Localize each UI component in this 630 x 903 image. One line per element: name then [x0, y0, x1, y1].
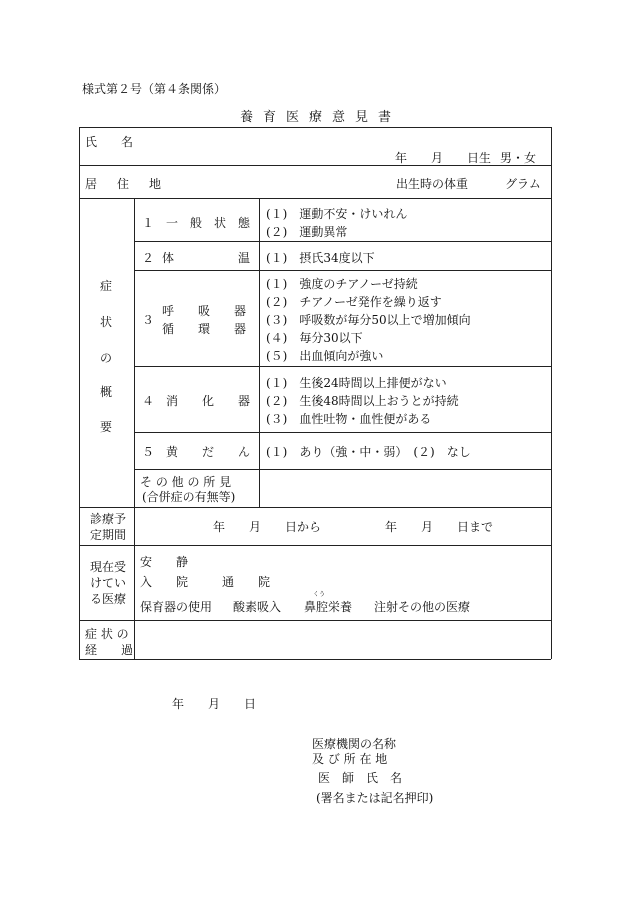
- treatment-rest: 安 静: [140, 555, 189, 569]
- document-title: 養育医療意見書: [240, 110, 402, 125]
- list-item: (３) 血性吐物・血性便がある: [266, 412, 432, 426]
- list-item: (２) 生後48時間以上おうとが持続: [266, 394, 459, 408]
- treatment-label: けてい: [90, 576, 127, 590]
- list-item: (２) チアノーゼ発作を繰り返す: [266, 295, 442, 309]
- circulatory-label: 循 環 器: [162, 322, 247, 336]
- other-findings-label: そ の 他 の 所 見: [140, 475, 232, 489]
- treatment-outpatient: 通 院: [222, 575, 271, 589]
- list-item: (１) 運動不安・けいれん: [266, 207, 408, 221]
- jaundice-options: (１) あり（強・中・弱） (２) なし: [266, 445, 471, 459]
- list-item: (１) 強度のチアノーゼ持続: [266, 277, 418, 291]
- treatment-nasal-feeding: 鼻腔栄養: [304, 600, 353, 614]
- signature-date: 年 月 日: [172, 697, 257, 711]
- list-item: (５) 出血傾向が強い: [266, 349, 384, 363]
- digestive-label: ４ 消 化 器: [142, 394, 251, 408]
- ruby-annotation: くう: [313, 591, 326, 598]
- list-item: (４) 毎分30以下: [266, 331, 363, 345]
- list-item: (１) 生後24時間以上排便がない: [266, 376, 447, 390]
- list-item: (１) 摂氏34度以下: [266, 251, 375, 265]
- respiratory-label: 呼 吸 器: [162, 304, 247, 318]
- symptoms-heading-char: 要: [100, 420, 113, 434]
- institution-name-label: 医療機関の名称: [312, 737, 397, 751]
- birth-weight-label: 出生時の体重: [396, 177, 469, 191]
- birth-date: 年 月 日生: [395, 151, 492, 165]
- temperature-label-b: 温: [238, 251, 251, 265]
- temperature-num: ２: [142, 251, 155, 265]
- symptoms-heading-char: 状: [100, 315, 113, 329]
- treatment-inpatient: 入 院: [140, 575, 189, 589]
- period-label: 診療予: [90, 512, 127, 526]
- course-label: 経 過: [85, 643, 134, 657]
- weight-unit: グラム: [505, 177, 541, 191]
- treatment-label: る医療: [90, 592, 127, 606]
- list-item: (３) 呼吸数が毎分50以上で増加傾向: [266, 313, 471, 327]
- institution-address-label: 及 び 所 在 地: [312, 752, 388, 766]
- period-label: 定期間: [90, 528, 127, 542]
- symptoms-heading-char: の: [100, 351, 113, 365]
- form-number: 様式第２号（第４条関係）: [82, 82, 227, 96]
- name-label: 氏 名: [85, 135, 134, 149]
- respiratory-num: ３: [142, 313, 155, 327]
- period-from: 年 月 日から: [213, 520, 322, 534]
- other-findings-sublabel: (合併症の有無等): [142, 490, 236, 504]
- temperature-label-a: 体: [162, 251, 175, 265]
- treatment-label: 現在受: [90, 560, 127, 574]
- course-label: 症 状 の: [85, 627, 129, 641]
- address-label: 居 住 地: [85, 177, 166, 191]
- symptoms-heading-char: 症: [100, 279, 113, 293]
- symptoms-heading-char: 概: [100, 385, 113, 399]
- list-item: (２) 運動異常: [266, 225, 348, 239]
- jaundice-label: ５ 黄 だ ん: [142, 445, 251, 459]
- signature-note: (署名または記名押印): [316, 791, 434, 805]
- treatment-incubator: 保育器の使用: [140, 600, 213, 614]
- general-state-label: １ 一 般 状 態: [142, 216, 251, 230]
- doctor-name-label: 医 師 氏 名: [318, 771, 403, 785]
- sex-select: 男・女: [500, 151, 537, 165]
- treatment-oxygen: 酸素吸入: [233, 600, 282, 614]
- treatment-injection: 注射その他の医療: [374, 600, 471, 614]
- period-to: 年 月 日まで: [385, 520, 494, 534]
